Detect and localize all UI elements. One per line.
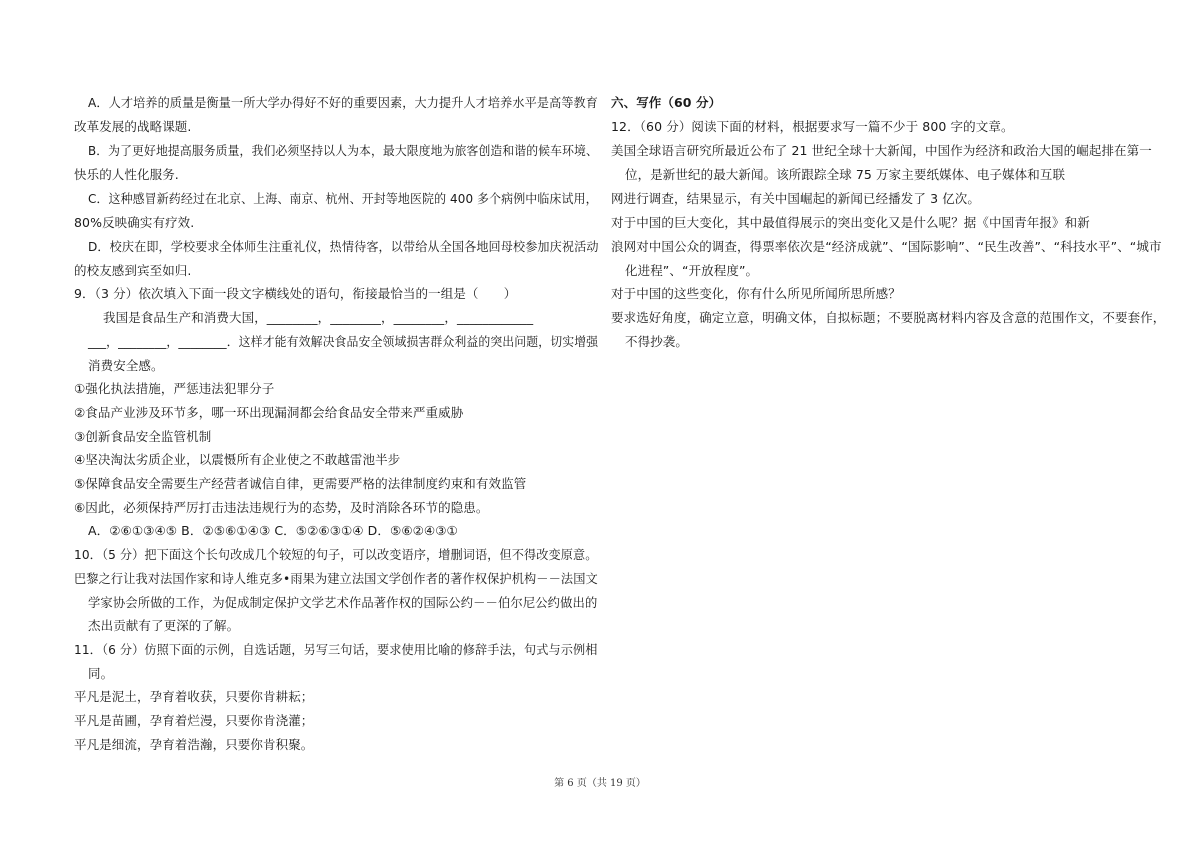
q9-item-2: ②食品产业涉及环节多，哪一环出现漏洞都会给食品安全带来严重威胁 (74, 405, 464, 420)
q8-option-a-line2: 改革发展的战略课题. (74, 119, 192, 134)
q9-item-4: ④坚决淘汰劣质企业，以震慑所有企业使之不敢越雷池半步 (74, 452, 401, 467)
q12-line-1: 美国全球语言研究所最近公布了 21 世纪全球十大新闻，中国作为经济和政治大国的崛起排在第一 (611, 143, 1152, 158)
q9-item-1: ①强化执法措施，严惩违法犯罪分子 (74, 381, 275, 396)
q12-line-4: 对于中国的巨大变化，其中最值得展示的突出变化又是什么呢？据《中国青年报》和新 (611, 215, 1090, 230)
q8-option-b-line2: 快乐的人性化服务. (74, 167, 179, 182)
q9-passage-line2: ___，________，________．这样才能有效解决食品安全领域损害群众利益的突出问题，切实增强 (88, 334, 599, 349)
q11-stem-line1: 11．（6 分）仿照下面的示例，自选话题，另写三句话，要求使用比喻的修辞手法，句式与示例相 (74, 642, 598, 657)
q8-option-b-line1: B．为了更好地提高服务质量，我们必须坚持以人为本，最大限度地为旅客创造和谐的候车环境、 (88, 143, 598, 158)
q9-stem: 9．（3 分）依次填入下面一段文字横线处的语句，衔接最恰当的一组是（ ） (74, 286, 517, 301)
q8-option-d-line2: 的校友感到宾至如归. (74, 263, 192, 278)
q11-example-2: 平凡是苗圃，孕育着烂漫，只要你肯浇灌； (74, 713, 314, 728)
q12-line-9: 不得抄袭。 (625, 334, 689, 349)
q9-passage-line1: 我国是食品生产和消费大国，________，________，________，____________ (103, 310, 534, 325)
q9-choices: A．②⑥①③④⑤ B．②⑤⑥①④③ C．⑤②⑥③①④ D．⑤⑥②④③① (88, 523, 458, 538)
q11-stem-line2: 同。 (88, 666, 114, 681)
q9-item-5: ⑤保障食品安全需要生产经营者诚信自律，更需要严格的法律制度约束和有效监管 (74, 476, 527, 491)
q8-option-d-line1: D．校庆在即，学校要求全体师生注重礼仪，热情待客，以带给从全国各地回母校参加庆祝活动 (88, 239, 599, 254)
q8-option-a-line1: A．人才培养的质量是衡量一所大学办得好不好的重要因素，大力提升人才培养水平是高等教育 (88, 95, 599, 110)
q11-example-1: 平凡是泥土，孕育着收获，只要你肯耕耘； (74, 689, 314, 704)
section-title-writing: 六、写作（60 分） (611, 95, 722, 110)
q8-option-c-line2: 80%反映确实有疗效. (74, 215, 195, 230)
q12-stem: 12．（60 分）阅读下面的材料，根据要求写一篇不少于 800 字的文章。 (611, 119, 1014, 134)
q10-text-line1: 巴黎之行让我对法国作家和诗人维克多•雨果为建立法国文学创作者的著作权保护机构－－法国文 (74, 571, 598, 586)
q12-line-7: 对于中国的这些变化，你有什么所见所闻所思所感？ (611, 286, 901, 301)
q12-line-8: 要求选好角度，确定立意，明确文体，自拟标题；不要脱离材料内容及含意的范围作文，不要套作， (611, 310, 1166, 325)
q11-example-3: 平凡是细流，孕育着浩瀚，只要你肯积聚。 (74, 737, 314, 752)
page-footer: 第 6 页（共 19 页） (554, 778, 646, 789)
q12-line-2: 位，是新世纪的最大新闻。该所跟踪全球 75 万家主要纸媒体、电子媒体和互联 (625, 167, 1066, 182)
q12-line-5: 浪网对中国公众的调查，得票率依次是“经济成就”、“国际影响”、“民生改善”、“科技水平”、“城市 (611, 239, 1162, 254)
q10-stem: 10．（5 分）把下面这个长句改成几个较短的句子，可以改变语序，增删词语，但不得改变原意。 (74, 547, 598, 562)
q12-line-6: 化进程”、“开放程度”。 (625, 263, 759, 278)
q9-passage-line3: 消费安全感。 (88, 358, 164, 373)
q10-text-line2: 学家协会所做的工作，为促成制定保护文学艺术作品著作权的国际公约－－伯尔尼公约做出的 (88, 595, 598, 610)
q8-option-c-line1: C．这种感冒新药经过在北京、上海、南京、杭州、开封等地医院的 400 多个病例中临床试用， (88, 191, 598, 206)
q10-text-line3: 杰出贡献有了更深的了解。 (88, 618, 240, 633)
q12-line-3: 网进行调查，结果显示，有关中国崛起的新闻已经播发了 3 亿次。 (611, 191, 981, 206)
q9-item-6: ⑥因此，必须保持严厉打击违法违规行为的态势，及时消除各环节的隐患。 (74, 500, 489, 515)
q9-item-3: ③创新食品安全监管机制 (74, 429, 212, 444)
